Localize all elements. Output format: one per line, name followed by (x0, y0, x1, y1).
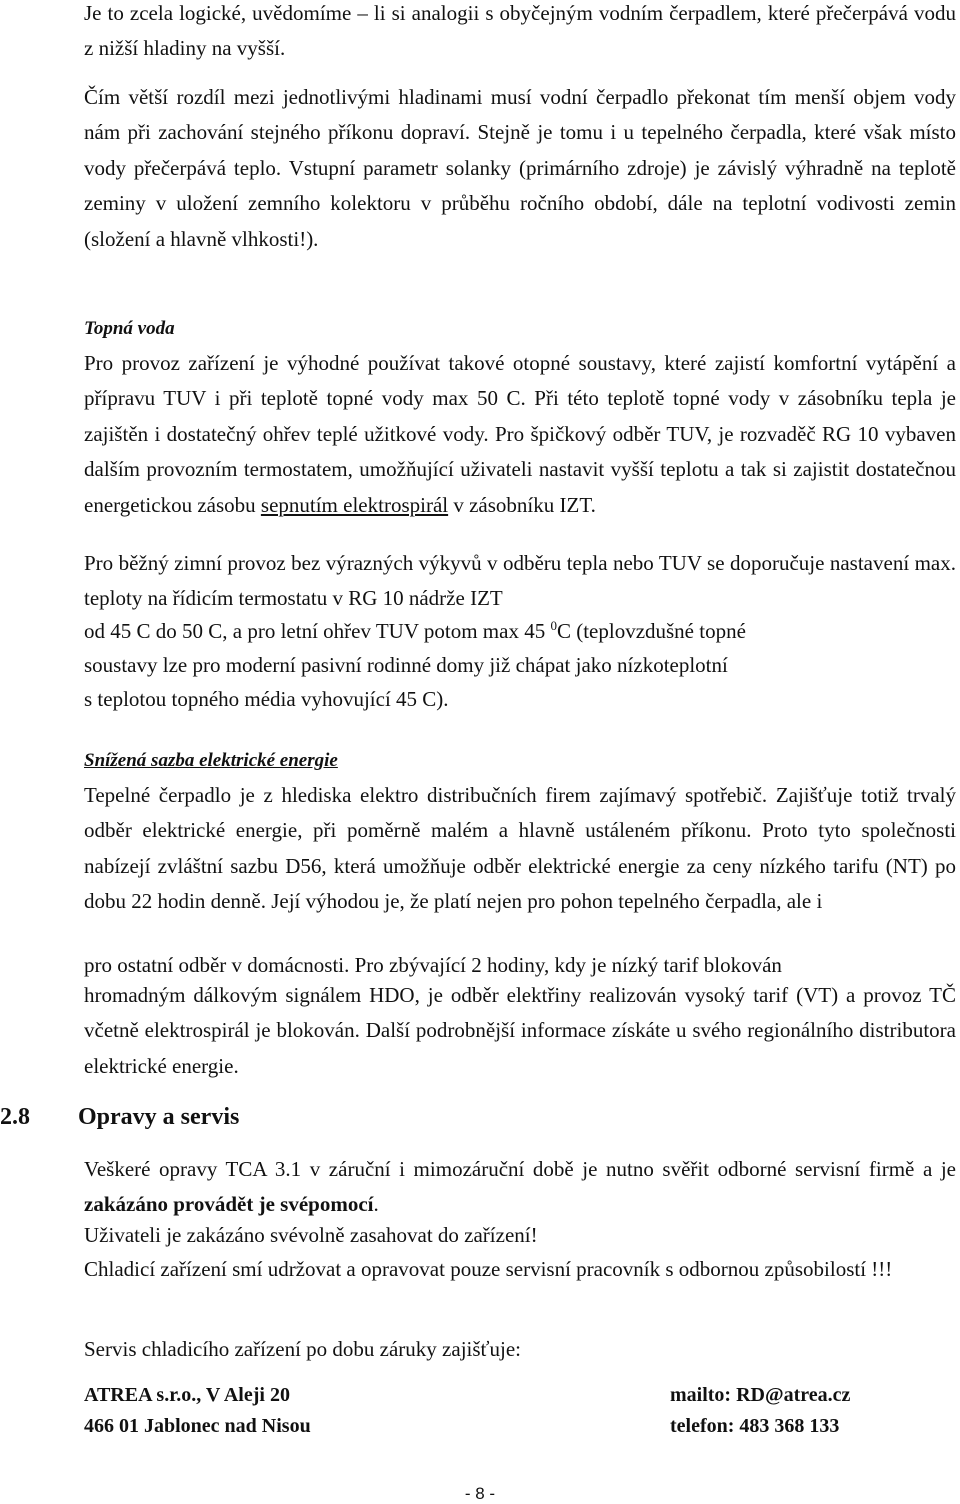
heading-snizena-sazba: Snížená sazba elektrické energie (84, 750, 338, 771)
paragraph-teplota-media-line (84, 682, 956, 717)
topna-voda-text: Pro provoz zařízení je výhodné používat takové otopné soustavy, které zajistí komfortní vytápění a přípravu TUV i při teplotě topné vody max 50 C. Při této teplotě topné vody v zásobníku tepla je zajištěn i dostatečný ohřev teplé užitkové vody. Pro špičkový odběr TUV, je rozvaděč RG 10 vybaven dalším provozním termostatem, umožňující uživateli nastavit vyšší teplotu a tak si zajistit dostatečnou energetickou zásobu (84, 351, 956, 517)
page-number: - 8 - (464, 1484, 496, 1503)
paragraph-chladici-zarizeni (84, 1252, 956, 1287)
chladici-zarizeni-text: Chladicí zařízení smí udržovat a opravovat pouze servisní pracovník s odbornou způsobilostí !!! (84, 1257, 893, 1281)
paragraph-teploty-line (84, 614, 956, 649)
company-address: ATREA s.r.o., V Aleji 20 (84, 1384, 290, 1406)
teploty-text-a: od 45 C do 50 C, a pro letní ohřev TUV potom max 45 (84, 619, 551, 643)
teploty-text-b: C (teplovzdušné topné (556, 619, 746, 643)
paragraph-zimni-provoz (84, 546, 956, 617)
link-sepnuti-elektrospiral: sepnutím elektrospirál (260, 492, 449, 517)
contact-row (84, 1380, 956, 1411)
chapter-number: 2.8 (0, 1104, 30, 1130)
paragraph-topna-voda (84, 346, 956, 523)
contact-row (84, 1411, 956, 1442)
paragraph-zakaz-zasahu (84, 1218, 956, 1253)
paragraph-pump-analogy (84, 80, 956, 257)
degree-superscript: 0 (550, 618, 557, 633)
ostatni-odber-text: pro ostatní odběr v domácnosti. Pro zbývající 2 hodiny, kdy je nízký tarif blokován (84, 953, 782, 977)
phone-number: telefon: 483 368 133 (670, 1415, 840, 1437)
snizena-sazba-text: Tepelné čerpadlo je z hlediska elektro distribučních firem zajímavý spotřebič. Zajišťuje totiž trvalý odběr elektrické energie, při poměrně malém a hlavně ustáleném příkonu. Proto tyto společnosti nabízejí zvláštní sazbu D56, která umožňuje odběr elektrické energie za ceny nízkého tarifu (NT) po dobu 22 hodin denně. Její výhodou je, že platí nejen pro pohon tepelného čerpadla, ale i (84, 783, 956, 914)
email-link[interactable]: mailto: RD@atrea.cz (670, 1384, 851, 1406)
zimni-provoz-text: Pro běžný zimní provoz bez výrazných výkyvů v odběru tepla nebo TUV se doporučuje nastavení max. teploty na řídicím termostatu v RG 10 nádrže IZT (84, 551, 956, 611)
chapter-title: Opravy a servis (78, 1104, 240, 1130)
paragraph-brine-text: Vstupní parametr solanky (primárního zdroje) je závislý výhradně na teplotě zeminy v uložení zemního kolektoru v průběhu ročního období, dále na teplotní vodivosti zemin (složení a hlavně vlhkosti!). (84, 155, 956, 251)
paragraph-pump-analogy-text: Čím větší rozdíl mezi jednotlivými hladinami musí vodní čerpadlo překonat tím menší objem vody nám při zachování stejného příkonu dopraví. Stejně je tomu i u tepelného čerpadla, které však místo vody přečerpává teplo. (84, 85, 956, 180)
chapter-heading (0, 1104, 239, 1131)
zakaz-zasahu-text: Uživateli je zakázáno svévolně zasahovat do zařízení! (84, 1223, 538, 1247)
opravy-text: Veškeré opravy TCA 3.1 v záruční i mimozáruční době je nutno svěřit odborné servisní firmě a je (84, 1157, 956, 1181)
intro-text: Je to zcela logické, uvědomíme – li si analogii s obyčejným vodním čerpadlem, které přečerpává vodu z nižší hladiny na vyšší. (84, 1, 956, 61)
teplota-media-text: s teplotou topného média vyhovující 45 C). (84, 687, 449, 711)
topna-voda-text-end: v zásobníku IZT. (448, 492, 596, 517)
hdo-text: hromadným dálkovým signálem HDO, je odběr elektřiny realizován vysoký tarif (VT) a provoz TČ včetně elektrospirál je blokován. Další podrobnější informace získáte u svého regionálního distributora elektrické energie. (84, 983, 956, 1078)
contact-block (84, 1380, 956, 1442)
paragraph-hdo (84, 978, 956, 1084)
paragraph-servis-zajistuje (84, 1332, 956, 1367)
opravy-warning-bold: zakázáno provádět je svépomocí (84, 1192, 374, 1217)
servis-zajistuje-text: Servis chladicího zařízení po dobu záruky zajišťuje: (84, 1337, 521, 1361)
heading-topna-voda: Topná voda (84, 318, 175, 339)
paragraph-opravy (84, 1152, 956, 1223)
paragraph-soustavy-line (84, 648, 956, 683)
intro-paragraph (84, 0, 956, 67)
opravy-text-end: . (373, 1192, 379, 1217)
soustavy-text: soustavy lze pro moderní pasivní rodinné domy již chápat jako nízkoteplotní (84, 653, 728, 677)
paragraph-snizena-sazba (84, 778, 956, 920)
company-city: 466 01 Jablonec nad Nisou (84, 1415, 311, 1437)
